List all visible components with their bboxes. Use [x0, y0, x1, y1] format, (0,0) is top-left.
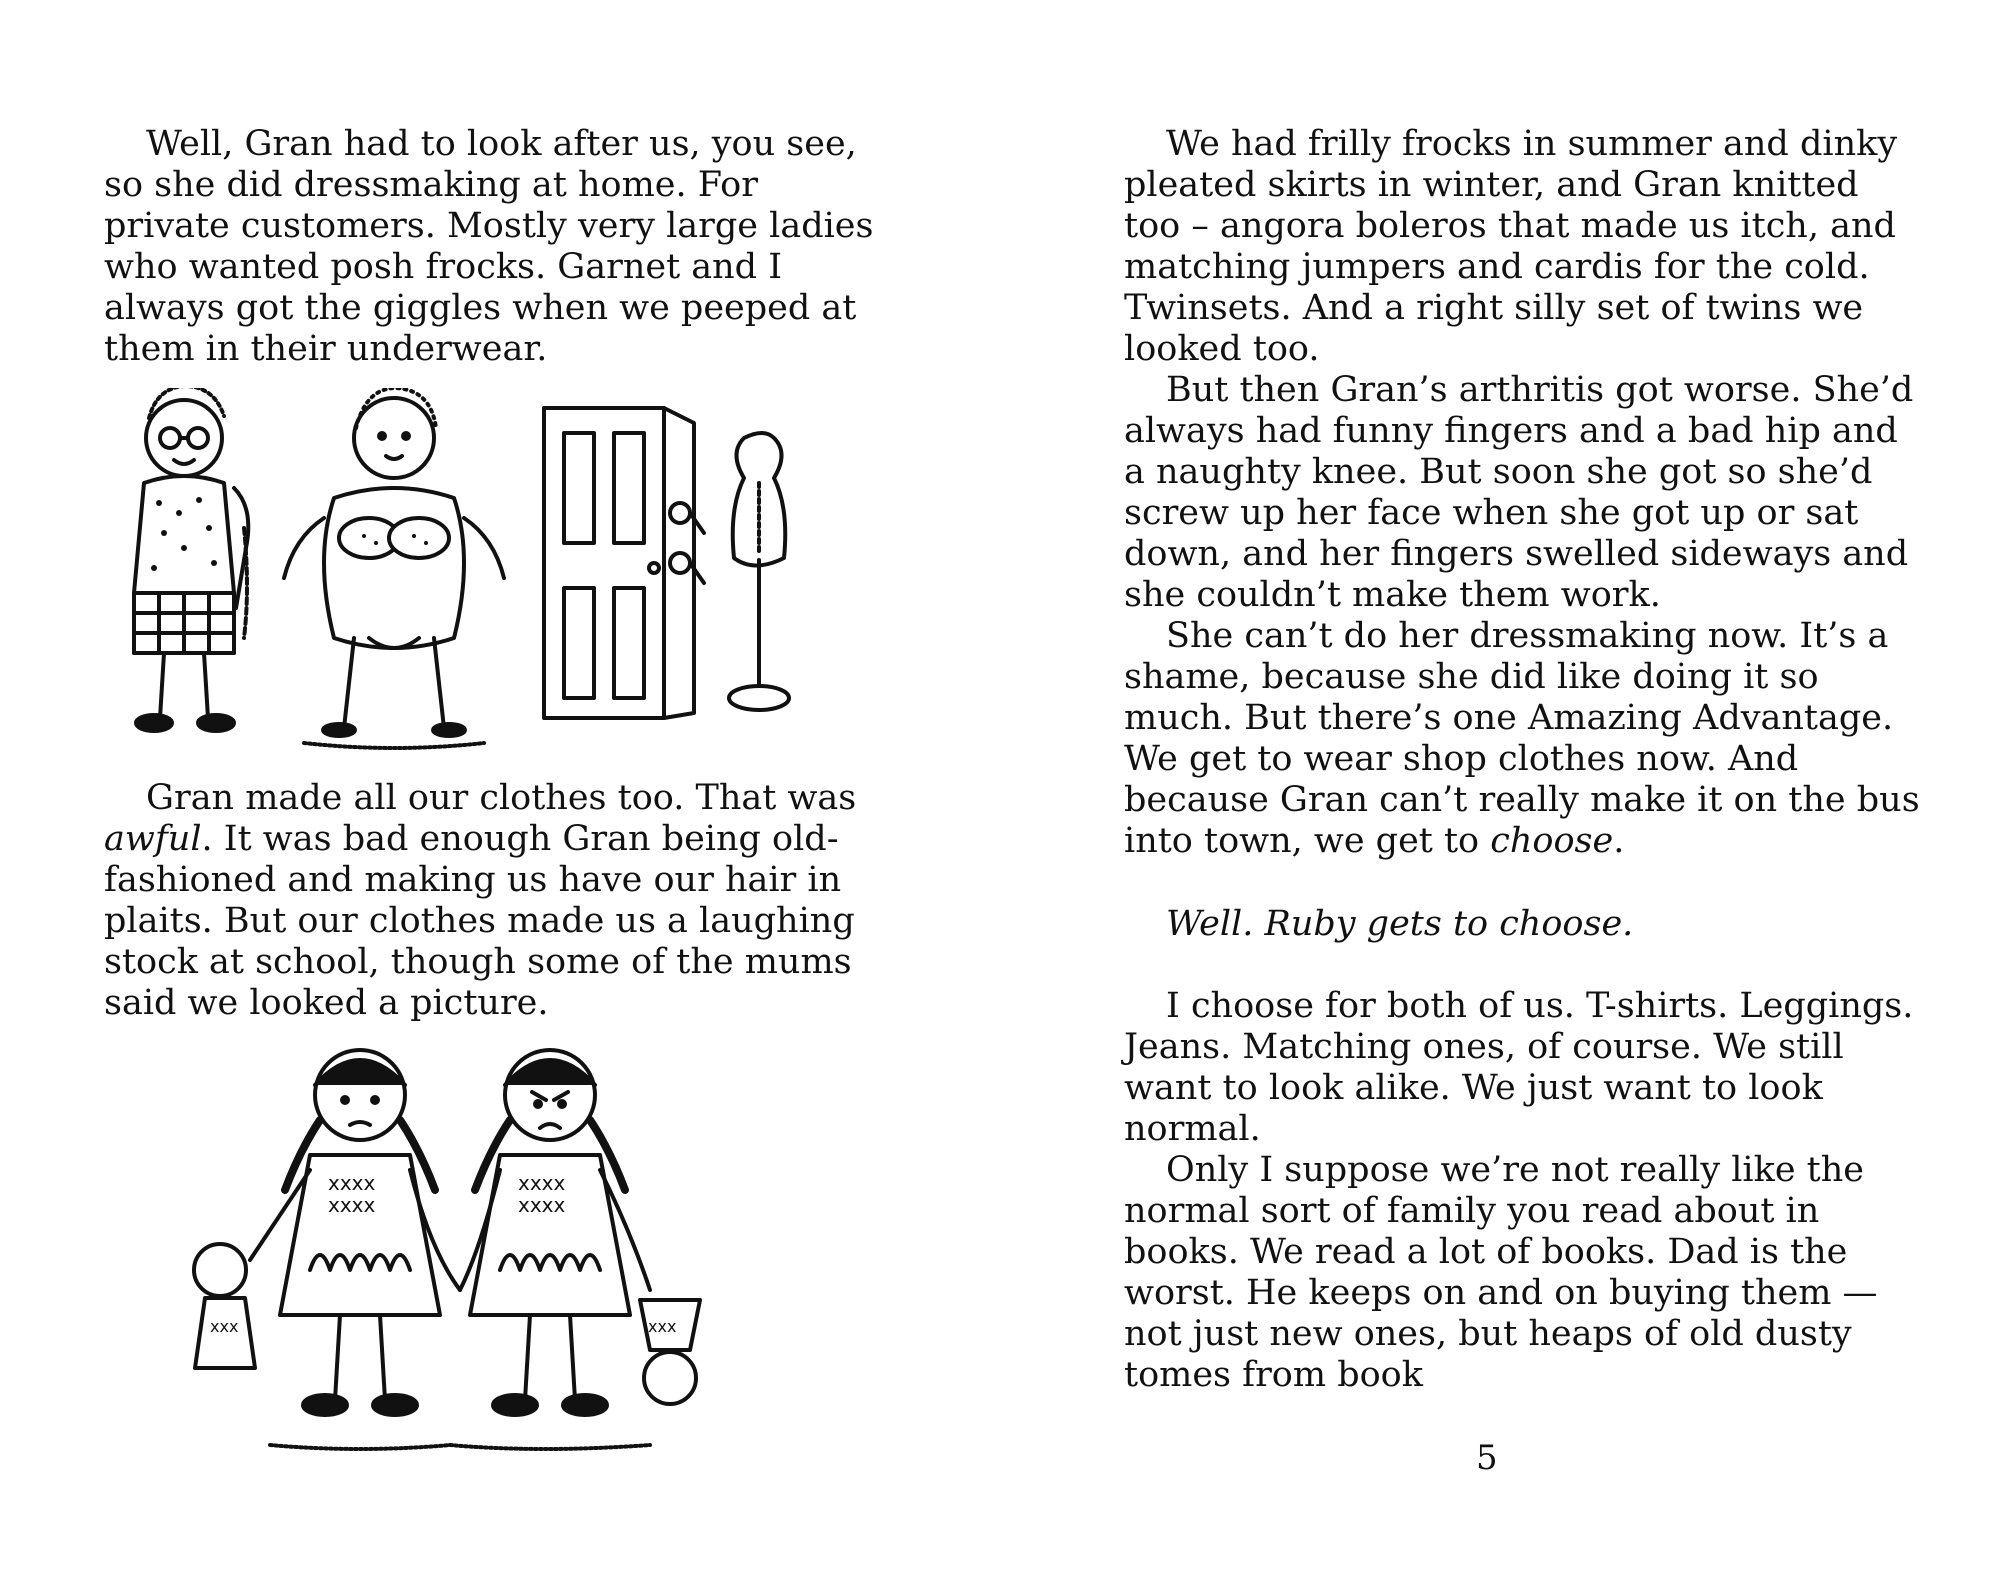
svg-text:xxx: xxx — [210, 1317, 239, 1336]
dress-dummy-figure — [729, 433, 789, 710]
twin-left-figure — [250, 1050, 460, 1415]
paragraph: She can’t do her dressmaking now. It’s a shame, because she did like doing it so much. But there’s one Amazing Advantage. We get to wear shop clothes now. And because Gran can’t really make it on the bus into town, we get to choose. — [1124, 616, 1920, 861]
right-text-block-1 — [1124, 124, 1924, 862]
left-text-block-1 — [104, 124, 884, 370]
twins-illustration — [150, 1040, 810, 1460]
page-number: 5 — [1476, 1438, 1498, 1478]
gran-figure — [134, 388, 248, 731]
doll-left-figure — [194, 1244, 255, 1368]
customer-figure — [284, 388, 504, 748]
paragraph: But then Gran’s arthritis got worse. She’d always had funny fingers and a bad hip and a naughty knee. But soon she got so she’d screw up her face when she got up or sat down, and her fingers swelled sideways and she couldn’t make them work. — [1124, 370, 1914, 615]
paragraph: We had frilly frocks in summer and dinky pleated skirts in winter, and Gran knitted too – angora boleros that made us itch, and matching jumpers and cardis for the cold. Twinsets. And a right silly set of twins we looked too. — [1124, 124, 1898, 369]
door-figure — [544, 408, 704, 718]
svg-text:xxx: xxx — [648, 1317, 677, 1336]
italic-paragraph: Well. Ruby gets to choose. — [1166, 904, 1634, 944]
svg-text:xxxx: xxxx — [518, 1193, 566, 1217]
paragraph: Only I suppose we’re not really like the normal sort of family you read about in books. We read a lot of books. Dad is the worst. He keeps on and on buying them — not just new ones, but heaps of old dusty tomes from book — [1124, 1150, 1878, 1395]
svg-text:xxxx: xxxx — [328, 1171, 376, 1195]
left-text-block-2 — [104, 778, 884, 1024]
right-page — [1000, 0, 2000, 1579]
svg-text:xxxx: xxxx — [328, 1193, 376, 1217]
right-text-block-3 — [1124, 986, 1924, 1396]
right-italic-line — [1124, 904, 1924, 945]
paragraph: Well, Gran had to look after us, you see, so she did dressmaking at home. For private customers. Mostly very large ladies who wanted posh frocks. Garnet and I always got the giggles when we peeped at them in their underwear. — [104, 124, 874, 369]
dressmaking-illustration — [124, 388, 844, 758]
svg-text:xxxx: xxxx — [518, 1171, 566, 1195]
paragraph: I choose for both of us. T-shirts. Leggings. Jeans. Matching ones, of course. We still want to look alike. We just want to look normal. — [1124, 986, 1914, 1149]
twin-right-figure — [460, 1050, 650, 1415]
paragraph: Gran made all our clothes too. That was awful. It was bad enough Gran being old-fashioned and making us have our hair in plaits. But our clothes made us a laughing stock at school, though some of the mums said we looked a picture. — [104, 778, 857, 1023]
doll-right-figure — [640, 1300, 700, 1404]
